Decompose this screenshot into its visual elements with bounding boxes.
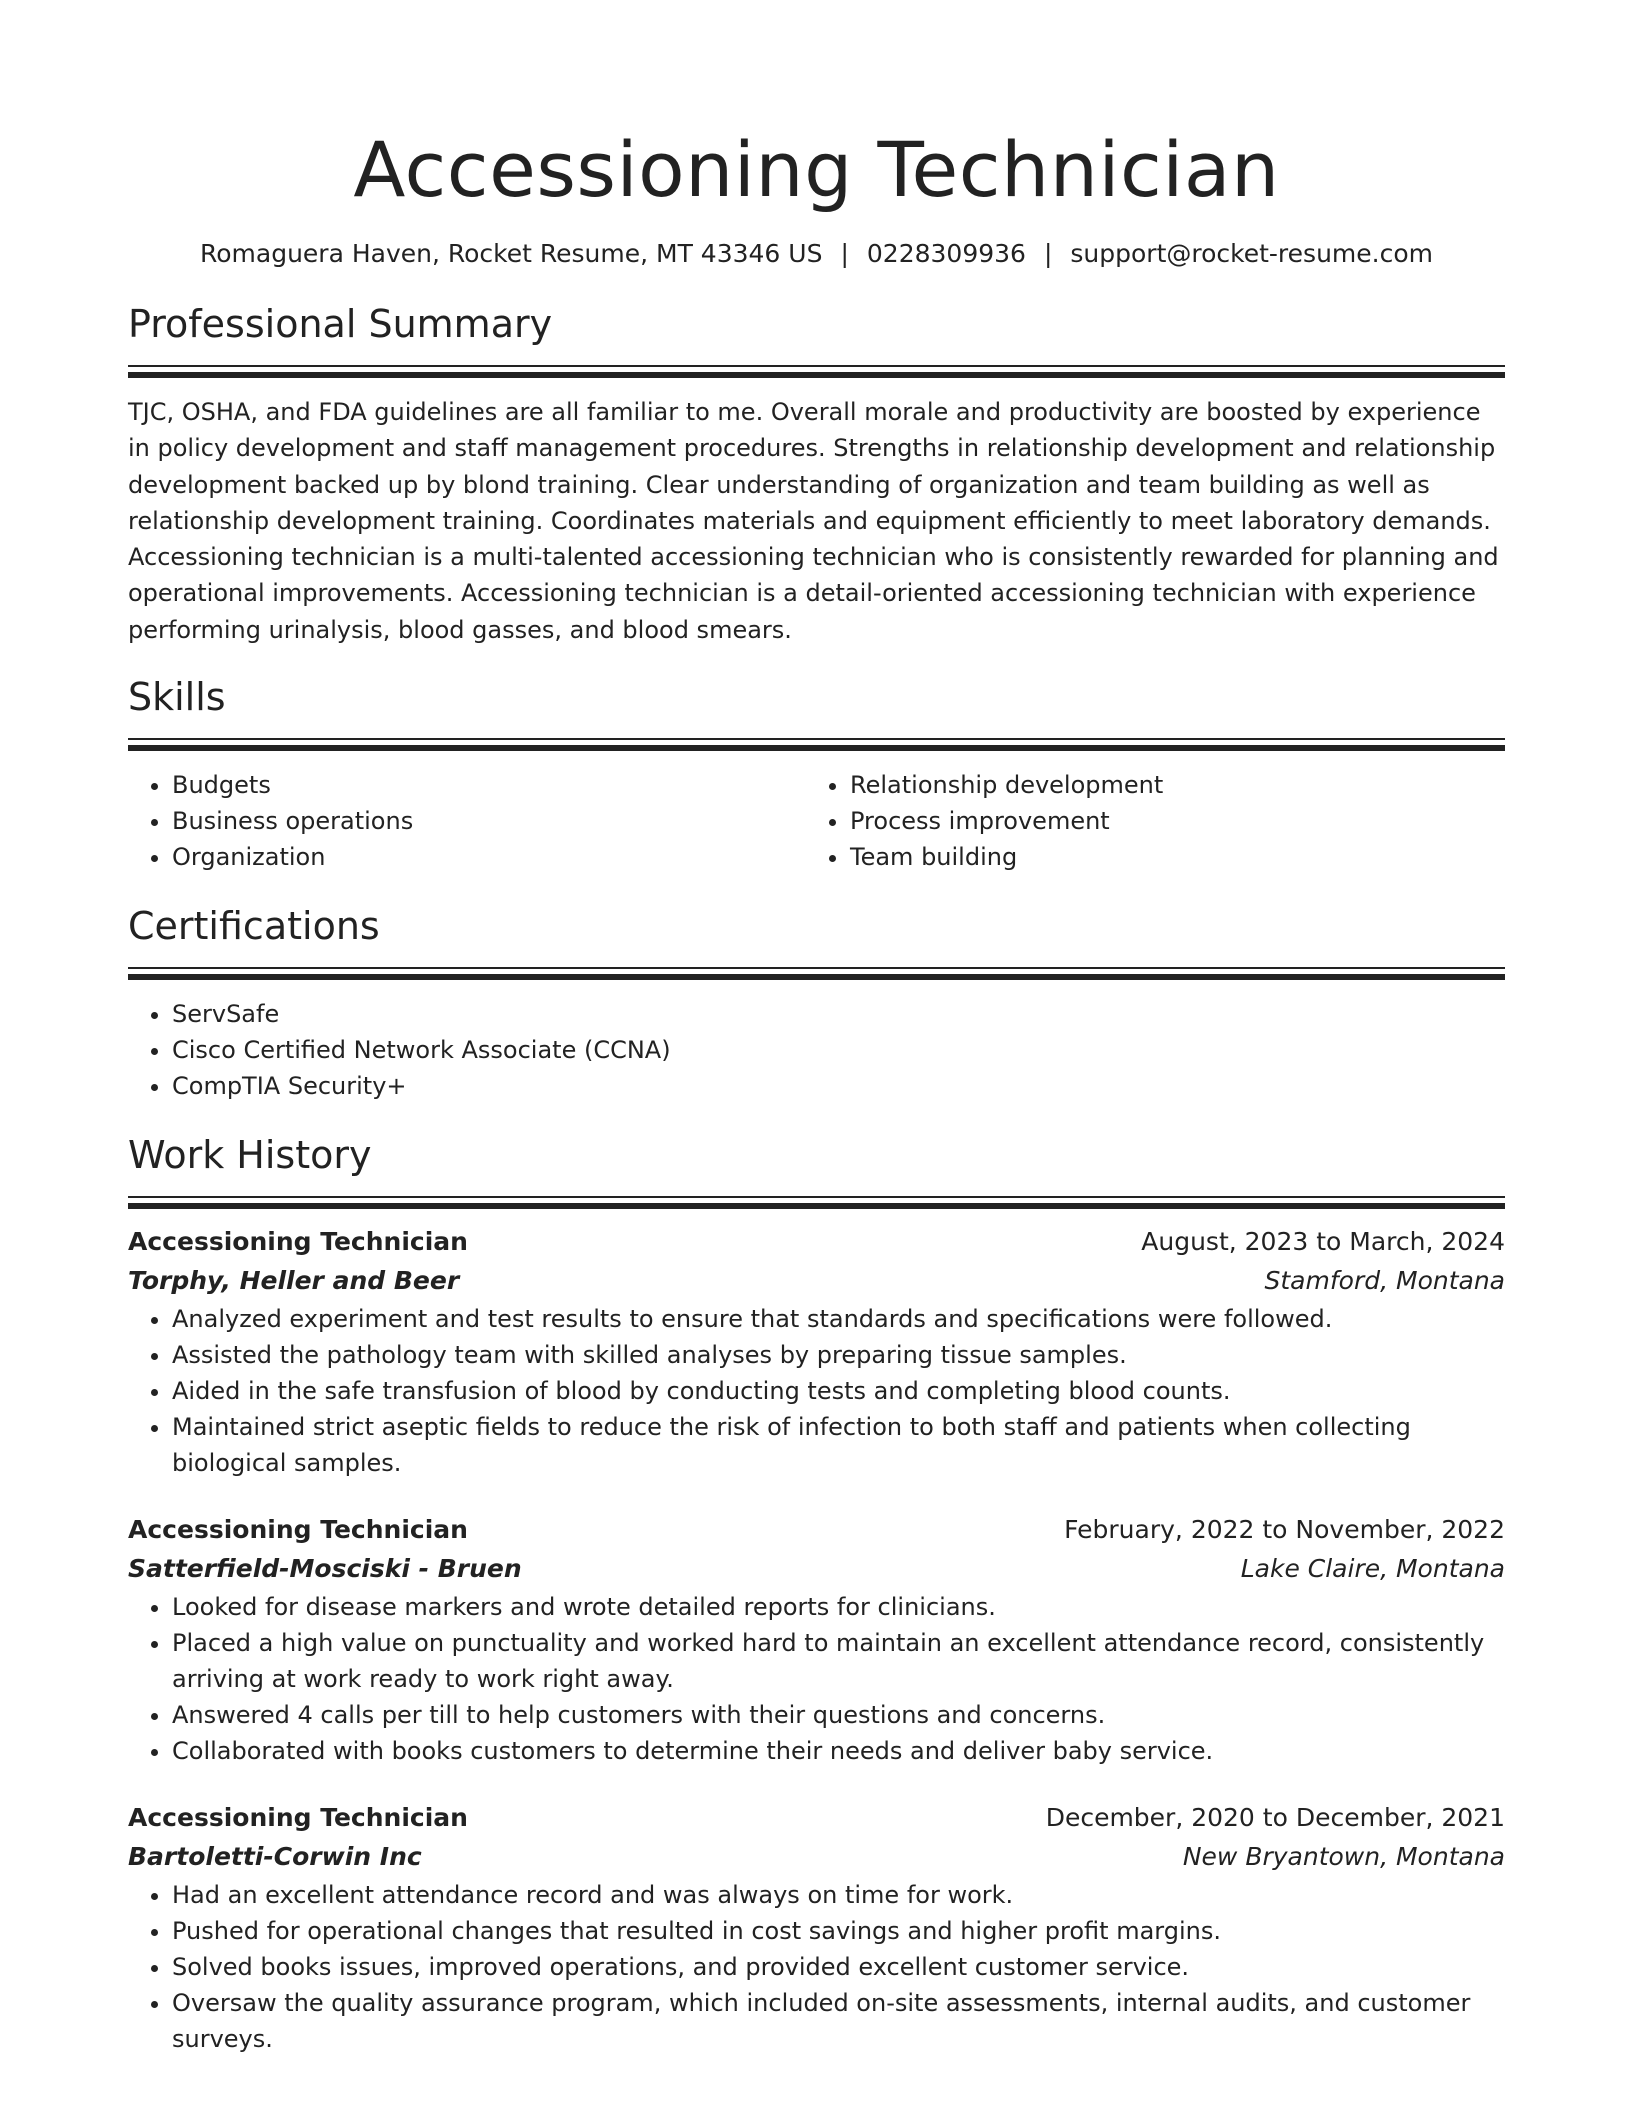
job-bullet: • Answered 4 calls per till to help customers with their questions and concerns. (172, 1697, 1505, 1733)
job-company: Satterfield-Mosciski - Bruen (128, 1554, 522, 1584)
job-title: Accessioning Technician (128, 1227, 468, 1257)
section-title-summary: Professional Summary (128, 302, 553, 346)
job-bullet: • Assisted the pathology team with skilled analyses by preparing tissue samples. (172, 1337, 1505, 1373)
job-location: Lake Claire, Montana (1240, 1554, 1505, 1584)
job-company: Torphy, Heller and Beer (128, 1266, 460, 1296)
job-title: Accessioning Technician (128, 1803, 468, 1833)
job-entry (128, 1799, 1505, 2057)
section-title-work-history: Work History (128, 1133, 372, 1178)
job-bullet: • Had an excellent attendance record and was always on time for work. (172, 1877, 1505, 1913)
job-bullet: • Collaborated with books customers to determine their needs and deliver baby service. (172, 1733, 1505, 1769)
contact-address: Romaguera Haven, Rocket Resume, MT 43346 US (200, 239, 823, 268)
certifications-list (128, 996, 1505, 1104)
contact-separator: | (1043, 239, 1053, 268)
section-divider (128, 967, 1505, 978)
contact-phone: 0228309936 (866, 239, 1026, 268)
summary-section (128, 299, 1505, 648)
job-entry (128, 1511, 1505, 1769)
job-bullet: • Pushed for operational changes that resulted in cost savings and higher profit margins. (172, 1913, 1505, 1949)
certification-item: • Cisco Certified Network Associate (CCNA) (172, 1032, 1505, 1068)
section-divider (128, 738, 1505, 749)
job-dates: December, 2020 to December, 2021 (1045, 1803, 1505, 1833)
skills-column-left (128, 767, 806, 875)
job-responsibilities (128, 1589, 1505, 1769)
job-responsibilities (128, 1877, 1505, 2057)
job-responsibilities (128, 1301, 1505, 1481)
job-location: New Bryantown, Montana (1182, 1842, 1505, 1872)
job-dates: February, 2022 to November, 2022 (1064, 1515, 1505, 1545)
job-bullet: • Maintained strict aseptic fields to reduce the risk of infection to both staff and patients when collecting biological samples. (172, 1409, 1505, 1481)
skill-item: • Organization (172, 839, 806, 875)
certification-item: • ServSafe (172, 996, 1505, 1032)
skills-list (128, 767, 1505, 875)
section-title-certifications: Certifications (128, 904, 380, 949)
section-divider (128, 1196, 1505, 1207)
section-title-skills: Skills (128, 675, 226, 720)
job-bullet: • Solved books issues, improved operations, and provided excellent customer service. (172, 1949, 1505, 1985)
job-bullet: • Aided in the safe transfusion of blood by conducting tests and completing blood counts. (172, 1373, 1505, 1409)
resume-name: Accessioning Technician (353, 125, 1280, 214)
skill-item: • Business operations (172, 803, 806, 839)
skill-item: • Budgets (172, 767, 806, 803)
job-bullet: • Looked for disease markers and wrote detailed reports for clinicians. (172, 1589, 1505, 1625)
section-divider (128, 365, 1505, 376)
certification-item: • CompTIA Security+ (172, 1068, 1505, 1104)
work-history-section (128, 1130, 1505, 2057)
job-dates: August, 2023 to March, 2024 (1141, 1227, 1505, 1257)
skills-section (128, 672, 1505, 875)
skills-column-right (806, 767, 1484, 875)
job-company: Bartoletti-Corwin Inc (128, 1842, 422, 1872)
job-title: Accessioning Technician (128, 1515, 468, 1545)
certifications-section (128, 901, 1505, 1104)
skill-item: • Relationship development (850, 767, 1484, 803)
job-bullet: • Oversaw the quality assurance program, which included on-site assessments, internal audits, and customer surveys. (172, 1985, 1505, 2057)
resume-page (128, 0, 1505, 2057)
contact-separator: | (840, 239, 849, 268)
skill-item: • Team building (850, 839, 1484, 875)
summary-text: TJC, OSHA, and FDA guidelines are all familiar to me. Overall morale and productivity are boosted by experience in policy development and staff management procedures. Strengths in relationship development and relationship development backed up by blond training. Clear understanding of organization and team building as well as relationship development training. Coordinates materials and equipment efficiently to meet laboratory demands. Accessioning technician is a multi-talented accessioning technician who is consistently rewarded for planning and operational improvements. Accessioning technician is a detail-oriented accessioning technician with experience performing urinalysis, blood gasses, and blood smears. (128, 398, 1499, 644)
skill-item: • Process improvement (850, 803, 1484, 839)
contact-line (128, 236, 1505, 272)
contact-email: support@rocket-resume.com (1070, 239, 1433, 268)
job-location: Stamford, Montana (1264, 1266, 1505, 1296)
job-entry (128, 1223, 1505, 1481)
job-bullet: • Placed a high value on punctuality and worked hard to maintain an excellent attendance record, consistently arriving at work ready to work right away. (172, 1625, 1505, 1697)
job-bullet: • Analyzed experiment and test results to ensure that standards and specifications were followed. (172, 1301, 1505, 1337)
